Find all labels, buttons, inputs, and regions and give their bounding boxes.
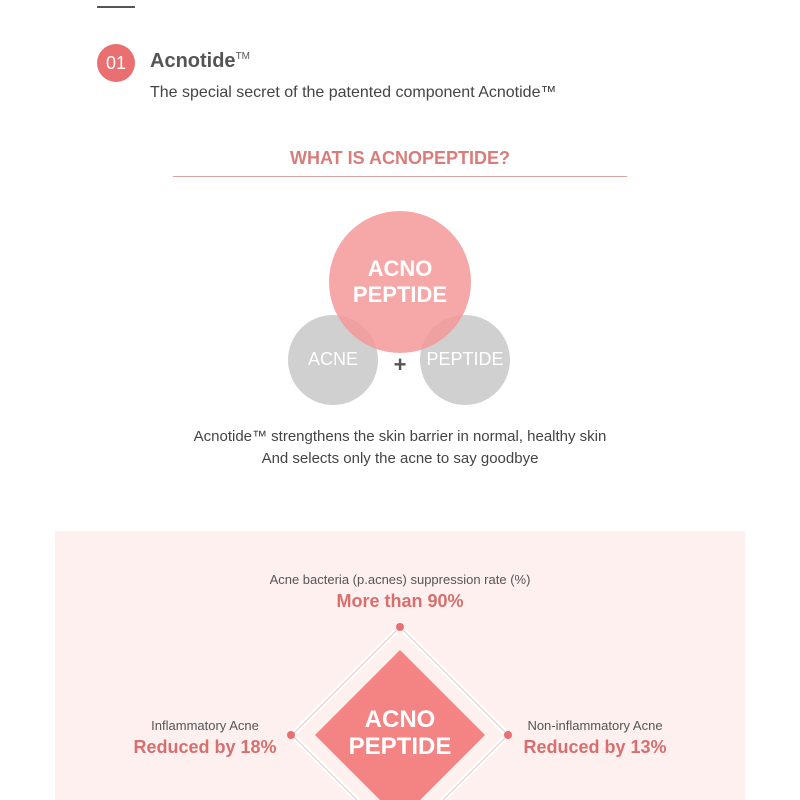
- diamond-line-2: PEPTIDE: [348, 733, 452, 760]
- acnopeptide-line-1: ACNO: [367, 256, 433, 281]
- peptide-circle-label: PEPTIDE: [426, 349, 504, 369]
- trademark-mark: TM: [235, 51, 251, 62]
- section-subtitle: The special secret of the patented component Acnotide™: [150, 84, 557, 101]
- suppression-rate-value: More than 90%: [336, 591, 464, 611]
- acne-circle-label: ACNE: [307, 349, 358, 369]
- diamond-line-1: ACNO: [364, 706, 436, 733]
- suppression-rate-label: Acne bacteria (p.acnes) suppression rate (%): [269, 572, 531, 587]
- inflammatory-acne-value: Reduced by 18%: [133, 737, 277, 757]
- section-number-badge: 01: [97, 44, 135, 82]
- non-inflammatory-acne-label: Non-inflammatory Acne: [527, 718, 663, 733]
- section-title-text: Acnotide: [150, 50, 236, 72]
- top-node-dot: [396, 623, 404, 631]
- plus-sign: +: [393, 352, 407, 377]
- description-line-1: Acnotide™ strengthens the skin barrier in normal, healthy skin: [193, 428, 607, 445]
- description-line-2: And selects only the acne to say goodbye: [261, 450, 539, 467]
- inflammatory-acne-label: Inflammatory Acne: [151, 718, 259, 733]
- what-is-heading: WHAT IS ACNOPEPTIDE?: [290, 148, 510, 168]
- diamond-label: [330, 706, 470, 760]
- acnopeptide-line-2: PEPTIDE: [352, 282, 448, 307]
- non-inflammatory-acne-value: Reduced by 13%: [523, 737, 667, 757]
